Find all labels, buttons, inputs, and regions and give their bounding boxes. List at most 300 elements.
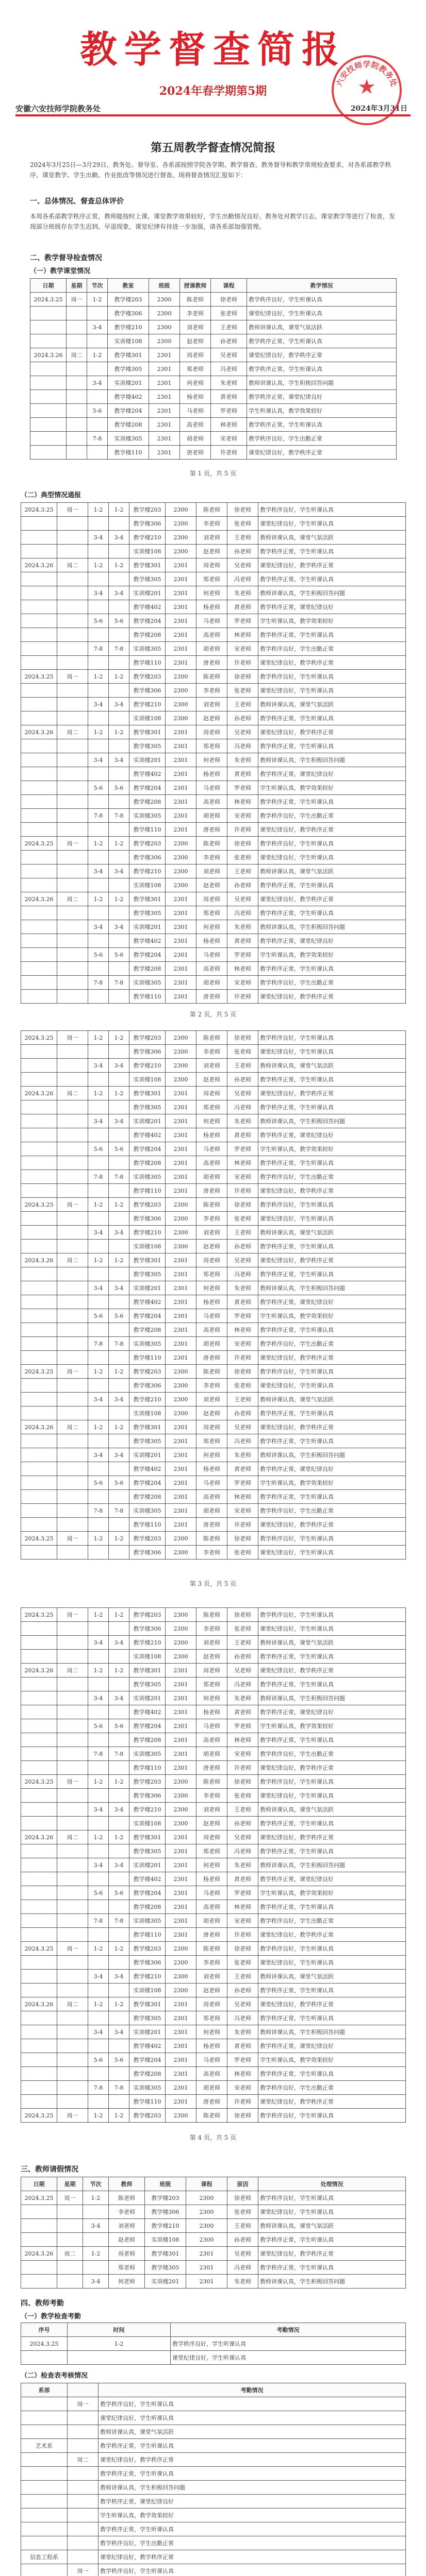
cell-due: 宋老师 xyxy=(227,1337,258,1351)
cell-week xyxy=(57,1705,88,1719)
cell-period: 1-2 xyxy=(109,1087,129,1100)
table-row xyxy=(21,1928,406,1942)
cell-date: 2024.3.25 xyxy=(21,670,57,684)
cell-teacher: 陈老师 xyxy=(196,1532,227,1546)
cell-week xyxy=(67,307,87,320)
cell-note: 教学秩序正常，学生听课认真 xyxy=(258,1490,406,1504)
table-row xyxy=(21,1636,406,1650)
cell-note: 教学秩序良好，学生听课认真 xyxy=(258,1775,406,1789)
cell-note: 教学秩序正常，学生听课认真 xyxy=(99,2467,406,2481)
cell-date xyxy=(21,2053,57,2067)
cell-date xyxy=(30,446,67,460)
cell-period xyxy=(88,1379,109,1393)
cell-period: 3-4 xyxy=(109,531,129,545)
cell-note: 学生听课认真，教学效果较好 xyxy=(247,404,397,418)
cell-course: 2301 xyxy=(166,1170,196,1184)
cell-date xyxy=(30,418,67,432)
cell-note: 教师讲课认真，课堂气氛活跃 xyxy=(258,1636,406,1650)
cell-period: 3-4 xyxy=(109,1636,129,1650)
cell-period xyxy=(109,1761,129,1775)
cell-note: 教师讲课认真，学生积极回答问题 xyxy=(258,2025,406,2039)
cell-room: 教学楼306 xyxy=(129,1622,166,1636)
cell-date: 2024.3.26 xyxy=(21,1831,57,1844)
cell-course: 2301 xyxy=(166,2095,196,2109)
cell-period xyxy=(88,1518,109,1532)
cell-note: 教学秩序正常，学生听课认真 xyxy=(258,1100,406,1114)
cell-week xyxy=(57,1914,88,1928)
cell-due: 朱老师 xyxy=(227,2275,258,2289)
cell-due: 罗老师 xyxy=(227,781,258,795)
cell-week xyxy=(57,1546,88,1560)
cell-week xyxy=(57,809,88,823)
cell-course: 2301 xyxy=(166,600,196,614)
cell-note: 教师讲课认真，课堂气氛活跃 xyxy=(247,320,397,334)
cell-teacher: 马老师 xyxy=(180,404,211,418)
cell-week xyxy=(67,334,87,348)
attendance-b-col: 系部 xyxy=(21,2383,68,2397)
cell-period xyxy=(88,1817,109,1831)
cell-period: 1-2 xyxy=(109,837,129,851)
cell-course: 2301 xyxy=(166,1691,196,1705)
cell-note: 课堂纪律良好，学生听课认真 xyxy=(258,517,406,531)
cell-teacher: 赵老师 xyxy=(196,545,227,558)
cell-period: 1-2 xyxy=(88,892,109,906)
attendance-table-b xyxy=(21,2383,406,2576)
cell-period xyxy=(109,1984,129,1997)
cell-room: 教学楼204 xyxy=(129,781,166,795)
cell-room: 实训楼201 xyxy=(129,1281,166,1295)
cell-due: 吴老师 xyxy=(227,725,258,739)
cell-period: 3-4 xyxy=(109,2025,129,2039)
cell-course: 2301 xyxy=(166,1518,196,1532)
cell-week: 周一 xyxy=(57,670,88,684)
cell-note: 课堂纪律良好，教学秩序正常 xyxy=(258,1997,406,2011)
cell-teacher: 唐老师 xyxy=(196,1184,227,1198)
cell-week xyxy=(57,1886,88,1900)
cell-room: 实训楼305 xyxy=(108,432,149,446)
table-row xyxy=(21,2439,406,2453)
col-course: 班级 xyxy=(149,279,180,293)
cell-due: 罗老师 xyxy=(227,1309,258,1323)
cell-date xyxy=(21,753,57,767)
cell-note: 课堂纪律良好，学生听课认真 xyxy=(258,1789,406,1803)
cell-period xyxy=(88,1928,109,1942)
cell-period: 3-4 xyxy=(88,753,109,767)
cell-period xyxy=(88,1622,109,1636)
cell-note: 学生听课认真，教学效果较好 xyxy=(258,1719,406,1733)
cell-course: 2300 xyxy=(186,2205,227,2219)
table-row xyxy=(21,990,406,1004)
cell-date: 2024.3.26 xyxy=(21,1253,57,1267)
overview-paragraph: 本周各系部教学秩序正常，教师能按时上课，课堂教学效果较好，学生出勤情况良好。教务处对教学日志、课堂教学等进行了检查，发现部分班级存在学生迟到、早退现象，课堂纪律有待进一步加强，请各系部加强管理。 xyxy=(30,213,396,230)
table-row xyxy=(21,1462,406,1476)
cell-note: 教师讲课认真，学生积极回答问题 xyxy=(258,1691,406,1705)
heading-typical: 二、教学督导检查情况 xyxy=(30,254,102,262)
cell-course: 2301 xyxy=(166,1844,196,1858)
cell-due: 徐老师 xyxy=(227,1608,258,1622)
table-row xyxy=(21,2219,406,2233)
cell-period xyxy=(88,684,109,698)
cell-teacher: 李老师 xyxy=(196,1622,227,1636)
cell-period xyxy=(88,711,109,725)
cell-room: 教学楼301 xyxy=(108,348,149,362)
cell-week xyxy=(57,767,88,781)
cell-room: 教学楼402 xyxy=(129,934,166,948)
cell-note: 教学秩序正常，学生听课认真 xyxy=(258,962,406,976)
cell-week xyxy=(68,2411,99,2425)
cell-course: 2301 xyxy=(166,725,196,739)
cell-room: 教学楼204 xyxy=(129,2053,166,2067)
cell-room: 教学楼301 xyxy=(129,1087,166,1100)
cell-room: 教学楼210 xyxy=(129,698,166,711)
cell-due: 孙老师 xyxy=(211,334,247,348)
cell-course: 2300 xyxy=(149,320,180,334)
cell-course: 2301 xyxy=(166,1420,196,1434)
cell-due: 罗老师 xyxy=(227,1719,258,1733)
cell-teacher: 郑老师 xyxy=(109,2261,145,2275)
leave-col: 教师 xyxy=(109,2177,145,2191)
cell-note: 教学秩序良好，学生出勤正常 xyxy=(258,1504,406,1518)
cell-due: 孙老师 xyxy=(227,2233,258,2247)
cell-due: 宋老师 xyxy=(227,642,258,656)
cell-week: 周一 xyxy=(57,2191,83,2205)
cell-course: 2301 xyxy=(166,739,196,753)
cell-week xyxy=(57,962,88,976)
cell-period xyxy=(88,1789,109,1803)
cell-room: 教学楼203 xyxy=(129,1198,166,1212)
cell-period xyxy=(87,418,108,432)
cell-period xyxy=(88,1267,109,1281)
cell-period xyxy=(109,1323,129,1337)
cell-period: 3-4 xyxy=(109,1803,129,1817)
cell-teacher: 杨老师 xyxy=(196,767,227,781)
table-row xyxy=(21,684,406,698)
cell-dept xyxy=(21,2397,68,2411)
cell-dept xyxy=(21,2536,68,2550)
cell-due: 罗老师 xyxy=(227,1142,258,1156)
cell-period: 1-2 xyxy=(109,1031,129,1045)
cell-period: 3-4 xyxy=(109,1393,129,1406)
cell-week xyxy=(57,2081,88,2095)
cell-week xyxy=(57,1128,88,1142)
cell-room: 教学楼402 xyxy=(129,1705,166,1719)
cell-week xyxy=(57,1379,88,1393)
cell-room: 教学楼110 xyxy=(129,1184,166,1198)
cell-due: 罗老师 xyxy=(227,2053,258,2067)
cell-period: 7-8 xyxy=(109,642,129,656)
cell-due: 冯老师 xyxy=(227,2011,258,2025)
cell-course: 2301 xyxy=(166,809,196,823)
table-row xyxy=(21,2536,406,2550)
cell-dept xyxy=(21,2481,68,2495)
cell-period xyxy=(109,1434,129,1448)
cell-period: 1-2 xyxy=(109,503,129,517)
cell-due: 许老师 xyxy=(227,823,258,837)
cell-date xyxy=(21,1928,57,1942)
cell-due: 吴老师 xyxy=(227,1664,258,1677)
table-header-row xyxy=(21,2323,406,2337)
cell-period xyxy=(109,1045,129,1059)
cell-note: 教学秩序正常，课堂纪律良好 xyxy=(258,600,406,614)
cell-week xyxy=(57,1858,88,1872)
cell-teacher: 郑老师 xyxy=(196,1100,227,1114)
cell-course: 2300 xyxy=(149,334,180,348)
cell-due: 徐老师 xyxy=(227,2191,258,2205)
table-row xyxy=(21,1309,406,1323)
cell-room: 教学楼305 xyxy=(129,906,166,920)
cell-week: 周一 xyxy=(57,1775,88,1789)
cell-date: 2024.3.25 xyxy=(21,1608,57,1622)
cell-date: 2024.3.26 xyxy=(21,1087,57,1100)
cell-period xyxy=(88,1984,109,1997)
table-row xyxy=(21,851,406,865)
cell-course: 2301 xyxy=(166,586,196,600)
cell-date xyxy=(21,1323,57,1337)
cell-teacher: 赵老师 xyxy=(180,334,211,348)
cell-note: 教学秩序正常，课堂纪律良好 xyxy=(258,1462,406,1476)
table-row xyxy=(21,809,406,823)
cell-period xyxy=(88,1073,109,1087)
cell-teacher: 杨老师 xyxy=(196,1705,227,1719)
cell-course: 2301 xyxy=(166,1100,196,1114)
cell-course: 2301 xyxy=(166,1747,196,1761)
table-row xyxy=(30,334,397,348)
cell-note: 教师讲课认真，学生积极回答问题 xyxy=(258,2275,406,2289)
cell-due: 王老师 xyxy=(227,698,258,711)
cell-course: 2301 xyxy=(166,1914,196,1928)
leave-col: 日期 xyxy=(21,2177,57,2191)
cell-period xyxy=(109,2011,129,2025)
table-row xyxy=(21,2247,406,2261)
cell-date xyxy=(21,976,57,990)
cell-period: 7-8 xyxy=(88,2081,109,2095)
table-row xyxy=(21,934,406,948)
cell-note: 学生听课认真，教学效果较好 xyxy=(258,948,406,962)
cell-teacher: 周老师 xyxy=(196,1664,227,1677)
cell-date xyxy=(21,1747,57,1761)
cell-date xyxy=(21,1393,57,1406)
cell-period: 1-2 xyxy=(68,2337,171,2351)
cell-teacher: 郑老师 xyxy=(196,906,227,920)
cell-due: 张老师 xyxy=(227,1956,258,1970)
cell-teacher: 胡老师 xyxy=(196,1914,227,1928)
cell-room: 教学楼306 xyxy=(129,1212,166,1226)
cell-due: 吴老师 xyxy=(227,1420,258,1434)
cell-period xyxy=(88,1434,109,1448)
cell-note: 教学秩序正常，学生听课认真 xyxy=(247,362,397,376)
cell-period: 7-8 xyxy=(88,1747,109,1761)
cell-note: 课堂纪律良好，教学秩序正常 xyxy=(258,1420,406,1434)
cell-course: 2301 xyxy=(166,990,196,1004)
cell-note: 教师讲课认真，学生积极回答问题 xyxy=(258,1858,406,1872)
cell-note: 课堂纪律良好，教学秩序正常 xyxy=(258,1928,406,1942)
cell-date xyxy=(21,1789,57,1803)
cell-date xyxy=(21,1719,57,1733)
cell-teacher: 周老师 xyxy=(196,1253,227,1267)
cell-due: 王老师 xyxy=(227,1059,258,1073)
cell-due: 冯老师 xyxy=(227,906,258,920)
cell-course: 2301 xyxy=(166,1087,196,1100)
cell-due: 徐老师 xyxy=(227,2109,258,2123)
cell-room: 教学楼210 xyxy=(129,531,166,545)
cell-teacher: 陈老师 xyxy=(196,2109,227,2123)
table-row xyxy=(21,545,406,558)
table-row xyxy=(21,1844,406,1858)
cell-date xyxy=(21,1914,57,1928)
cell-date: 2024.3.25 xyxy=(21,1942,57,1956)
cell-due: 许老师 xyxy=(227,1518,258,1532)
cell-due: 朱老师 xyxy=(227,1281,258,1295)
cell-course: 2301 xyxy=(166,1490,196,1504)
cell-due: 孙老师 xyxy=(227,1240,258,1253)
cell-period: 5-6 xyxy=(87,404,108,418)
cell-teacher: 刘老师 xyxy=(196,1226,227,1240)
cell-due: 徐老师 xyxy=(227,1365,258,1379)
table-row xyxy=(21,642,406,656)
table-row xyxy=(21,1100,406,1114)
cell-teacher: 李老师 xyxy=(196,1956,227,1970)
cell-week xyxy=(57,531,88,545)
cell-room: 教学楼210 xyxy=(129,1059,166,1073)
cell-teacher: 郑老师 xyxy=(196,1267,227,1281)
cell-period xyxy=(109,1872,129,1886)
table-header-row xyxy=(30,279,397,293)
cell-date xyxy=(21,920,57,934)
cell-due: 罗老师 xyxy=(227,1476,258,1490)
cell-week xyxy=(57,1956,88,1970)
table-row xyxy=(21,1059,406,1073)
cell-teacher: 胡老师 xyxy=(196,2081,227,2095)
cell-week xyxy=(57,2067,88,2081)
cell-period xyxy=(109,572,129,586)
cell-period: 1-2 xyxy=(87,348,108,362)
cell-course: 2301 xyxy=(166,753,196,767)
cell-period: 7-8 xyxy=(88,1504,109,1518)
cell-period xyxy=(88,767,109,781)
cell-teacher: 陈老师 xyxy=(196,1365,227,1379)
cell-note: 教学秩序正常，学生听课认真 xyxy=(258,2261,406,2275)
cell-due: 孙老师 xyxy=(227,1650,258,1664)
cell-room: 教学楼110 xyxy=(129,823,166,837)
cell-due: 黄老师 xyxy=(227,600,258,614)
cell-date: 2024.3.25 xyxy=(21,503,57,517)
cell-week: 周二 xyxy=(57,2247,83,2261)
cell-room: 教学楼305 xyxy=(129,1677,166,1691)
cell-period xyxy=(88,600,109,614)
cell-date: 2024.3.25 xyxy=(30,293,67,307)
cell-room: 教学楼204 xyxy=(129,1142,166,1156)
cell-note: 课堂纪律良好，学生听课认真 xyxy=(258,1622,406,1636)
cell-date xyxy=(21,823,57,837)
cell-course: 2301 xyxy=(166,614,196,628)
cell-due: 许老师 xyxy=(227,656,258,670)
cell-course: 2301 xyxy=(166,781,196,795)
cell-course: 2300 xyxy=(166,1775,196,1789)
cell-period: 3-4 xyxy=(88,1636,109,1650)
cell-teacher: 李老师 xyxy=(196,1789,227,1803)
cell-period xyxy=(109,2067,129,2081)
cell-note: 教学秩序良好，学生听课认真 xyxy=(258,1532,406,1546)
cell-room: 实训楼201 xyxy=(145,2275,186,2289)
cell-note: 课堂纪律良好，教学秩序正常 xyxy=(99,2550,406,2564)
cell-period xyxy=(88,1128,109,1142)
cell-teacher: 马老师 xyxy=(196,1886,227,1900)
cell-due: 张老师 xyxy=(227,1045,258,1059)
table-row xyxy=(21,572,406,586)
cell-room: 教学楼306 xyxy=(129,1956,166,1970)
cell-room: 教学楼204 xyxy=(129,1309,166,1323)
cell-week xyxy=(57,586,88,600)
cell-room: 教学楼305 xyxy=(129,1267,166,1281)
cell-period: 3-4 xyxy=(88,1226,109,1240)
cell-note: 课堂纪律良好，教学秩序正常 xyxy=(258,990,406,1004)
cell-course: 2301 xyxy=(166,1504,196,1518)
table-row xyxy=(21,531,406,545)
cell-week xyxy=(57,2261,83,2275)
cell-room: 教学楼306 xyxy=(129,1789,166,1803)
cell-teacher: 李老师 xyxy=(196,1546,227,1560)
cell-date xyxy=(21,545,57,558)
table-row xyxy=(21,1872,406,1886)
cell-period xyxy=(109,1406,129,1420)
table-row xyxy=(21,698,406,711)
cell-week xyxy=(57,2053,88,2067)
cell-teacher: 陈老师 xyxy=(180,293,211,307)
cell-due: 黄老师 xyxy=(227,1462,258,1476)
cell-room: 实训楼305 xyxy=(129,809,166,823)
cell-date xyxy=(21,2205,57,2219)
cell-teacher: 李老师 xyxy=(180,307,211,320)
cell-due: 徐老师 xyxy=(211,293,247,307)
cell-room: 教学楼305 xyxy=(129,1100,166,1114)
cell-course: 2301 xyxy=(166,823,196,837)
cell-due: 吴老师 xyxy=(227,558,258,572)
cell-due: 黄老师 xyxy=(227,767,258,781)
cell-room: 实训楼108 xyxy=(129,711,166,725)
cell-period xyxy=(88,1761,109,1775)
cell-period xyxy=(83,2205,109,2219)
cell-due: 张老师 xyxy=(227,1212,258,1226)
cell-period: 1-2 xyxy=(88,503,109,517)
cell-date xyxy=(21,962,57,976)
cell-course: 2300 xyxy=(166,711,196,725)
table-row xyxy=(30,307,397,320)
cell-due: 吴老师 xyxy=(227,1253,258,1267)
cell-period: 1-2 xyxy=(88,670,109,684)
cell-date: 2024.3.26 xyxy=(21,1420,57,1434)
cell-date xyxy=(21,1406,57,1420)
cell-room: 教学楼110 xyxy=(129,1518,166,1532)
table-row xyxy=(21,1886,406,1900)
cell-period xyxy=(109,628,129,642)
cell-period: 1-2 xyxy=(88,1253,109,1267)
cell-note: 课堂纪律良好，学生听课认真 xyxy=(258,851,406,865)
cell-date xyxy=(21,906,57,920)
cell-note: 学生听课认真，教学效果较好 xyxy=(258,1476,406,1490)
table-row xyxy=(21,1532,406,1546)
cell-week xyxy=(57,1761,88,1775)
cell-due: 王老师 xyxy=(227,1226,258,1240)
cell-course: 2301 xyxy=(149,362,180,376)
cell-room: 实训楼108 xyxy=(129,1073,166,1087)
cell-note: 学生听课认真，教学效果较好 xyxy=(258,781,406,795)
heading-classroom: （一）教学课堂情况 xyxy=(30,267,91,275)
table-row xyxy=(21,1831,406,1844)
cell-teacher: 周老师 xyxy=(109,2247,145,2261)
cell-due: 宋老师 xyxy=(227,976,258,990)
table-row xyxy=(21,1226,406,1240)
cell-course: 2300 xyxy=(166,1073,196,1087)
